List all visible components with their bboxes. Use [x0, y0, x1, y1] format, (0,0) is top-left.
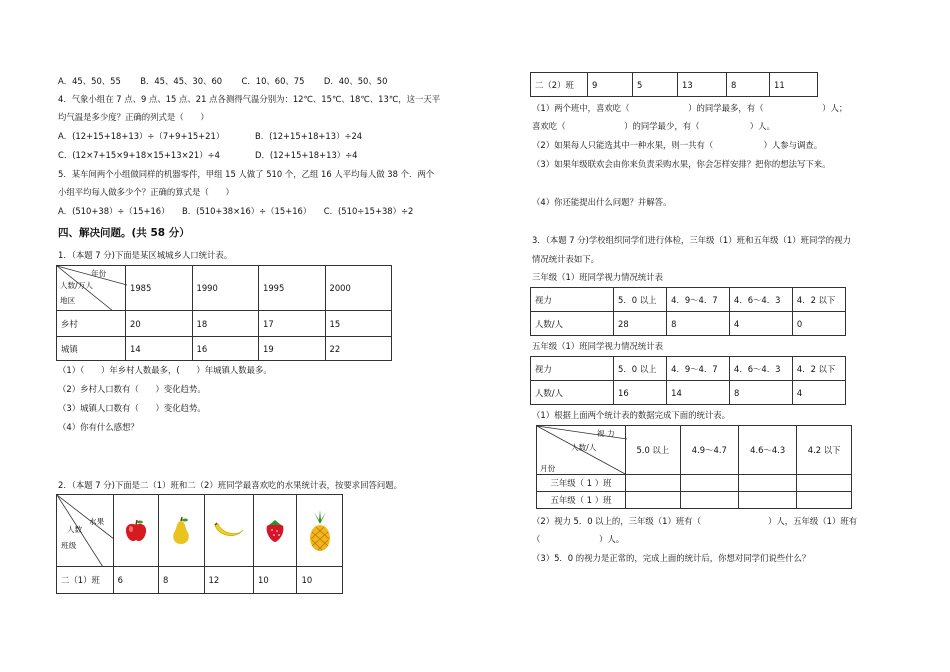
problem3-intro-line1: 3．（本题 7 分)学校组织同学们进行体检，三年级（1）班和五年级（1）班同学的视力 — [532, 235, 851, 245]
table-header: 5.0 以上 — [626, 426, 681, 475]
table-cell: 19 — [259, 337, 326, 361]
q5-options: A．(510+38）÷（15+16） B．(510+38×16）÷（15+16） C．(510÷15+38）÷2 — [58, 206, 414, 216]
table-row — [531, 288, 846, 312]
table-cell: 9 — [588, 73, 633, 97]
fruit-table — [56, 494, 343, 594]
q4-stem-line2: 均气温是多少度？正确的列式是（ ） — [58, 112, 209, 122]
answer-cell[interactable] — [626, 475, 681, 492]
diagonal-lines — [57, 495, 114, 567]
table-header: 4．6～4．3 — [729, 288, 792, 312]
table-cell: 14 — [667, 381, 730, 405]
row-label: 二（2）班 — [531, 73, 588, 97]
problem3-intro-line2: 情况统计表如下。 — [532, 254, 599, 264]
table-cell: 16 — [192, 337, 259, 361]
diag-label-region: 地区 — [60, 296, 76, 305]
strawberry-icon — [265, 519, 285, 543]
fruit-header-cell — [297, 495, 343, 567]
table-header: 4．2 以下 — [792, 357, 845, 381]
table-cell: 4 — [792, 381, 845, 405]
q3-options: A．45、50、55 B．45、45、30、60 C．10、60、75 D．40、50、50 — [58, 76, 388, 86]
row-label: 三年级（ 1 ）班 — [537, 475, 626, 492]
table-header: 4．9～4．7 — [667, 357, 730, 381]
grade3-vision-table — [530, 287, 846, 336]
table-row — [57, 567, 343, 594]
table-header: 4.6～4.3 — [738, 426, 796, 475]
problem1-q1: （1）（ ）年乡村人数最多，( ）年城镇人数最多。 — [58, 365, 272, 375]
grade5-vision-table — [530, 356, 846, 405]
diag-label-fruit: 水果 — [89, 517, 105, 526]
table-header: 5．0 以上 — [614, 288, 667, 312]
table-header: 4．2 以下 — [792, 288, 845, 312]
table-cell: 13 — [678, 73, 727, 97]
table-row — [537, 475, 852, 492]
q4-option-c: C．(12×7+15×9+18×15+13×21）÷4 — [58, 150, 220, 160]
diag-label-month: 月份 — [540, 464, 556, 473]
table-header: 4.2 以下 — [797, 426, 852, 475]
q4-stem-line1: 4．气象小组在 7 点、9 点、15 点、21 点各测得气温分别为：12℃、15℃、18℃、13℃，这一天平 — [58, 94, 441, 104]
table-row — [57, 337, 392, 361]
problem3-q1: （1）根据上面两个统计表的数据完成下面的统计表。 — [532, 410, 730, 420]
table-row — [531, 357, 846, 381]
answer-cell[interactable] — [738, 492, 796, 509]
table-cell: 18 — [192, 311, 259, 337]
fruit-header-cell — [254, 495, 297, 567]
q4-option-a: A．(12+15+18+13）÷（7+9+15+21） — [58, 131, 225, 141]
problem2-q1-line2: 喜欢吃（ ）的同学最少，有（ ）人。 — [532, 121, 775, 131]
problem2-q4: （4）你还能提出什么问题？并解答。 — [532, 197, 672, 207]
diag-label-people: 人数/人 — [571, 443, 597, 452]
population-table-header-diagonal — [57, 266, 126, 311]
table-cell: 28 — [614, 312, 667, 336]
table-cell: 5 — [633, 73, 678, 97]
row-label: 人数/人 — [531, 381, 614, 405]
q4-option-d: D．(12+15+18+13）÷4 — [255, 150, 358, 160]
table-cell: 8 — [667, 312, 730, 336]
problem1-intro: 1．（本题 7 分)下面是某区城城乡人口统计表。 — [58, 250, 233, 260]
grade3-table-title: 三年级（1）班同学视力情况统计表 — [532, 272, 663, 282]
fruit-header-cell — [159, 495, 204, 567]
q5-stem-line1: 5．某车间两个小组做同样的机器零件，甲组 15 人做了 510 个，乙组 16 人平均每人做 38 个．两个 — [58, 169, 435, 179]
problem3-q3: （3）5．0 的视力是正常的，完成上面的统计后，你想对同学们说些什么？ — [532, 553, 811, 563]
diag-label-year: 年份 — [91, 269, 107, 278]
problem1-q4: （4）你有什么感想？ — [58, 422, 139, 432]
table-cell: 16 — [614, 381, 667, 405]
answer-cell[interactable] — [680, 475, 738, 492]
problem1-q3: （3）城镇人口数有（ ）变化趋势。 — [58, 403, 206, 413]
answer-cell[interactable] — [797, 492, 852, 509]
table-header: 视力 — [531, 357, 614, 381]
problem2-q3: （3）如果年级联欢会由你来负责采购水果，你会怎样安排？把你的想法写下来。 — [532, 159, 831, 169]
grade5-table-title: 五年级（1）班同学视力情况统计表 — [532, 341, 663, 351]
problem2-q2: （2）如果每人只能选其中一种水果，则一共有（ ）人参与调查。 — [532, 140, 823, 150]
table-cell: 11 — [770, 73, 818, 97]
problem3-q2-line2: （ ）人。 — [532, 534, 625, 544]
table-cell: 14 — [126, 337, 193, 361]
answer-cell[interactable] — [626, 492, 681, 509]
table-cell: 15 — [325, 311, 392, 337]
apple-icon — [125, 519, 147, 543]
table-cell: 8 — [729, 381, 792, 405]
pear-icon — [170, 517, 192, 545]
table-row — [531, 73, 818, 97]
table-header: 4．9～4．7 — [667, 288, 730, 312]
combined-vision-table — [536, 425, 852, 509]
diag-label-class: 班级 — [61, 541, 77, 550]
table-cell: 8 — [727, 73, 770, 97]
row-label: 乡村 — [57, 311, 126, 337]
row-label: 人数/人 — [531, 312, 614, 336]
row-label: 二（1）班 — [57, 567, 114, 594]
year-header: 2000 — [325, 266, 392, 311]
diag-label-people: 人数 — [67, 525, 83, 534]
table-cell: 12 — [204, 567, 254, 594]
banana-icon — [214, 522, 244, 540]
table-row — [531, 381, 846, 405]
fruit-table-header-diagonal — [57, 495, 114, 567]
diag-label-vision: 视 力 — [597, 429, 615, 438]
table-header: 视力 — [531, 288, 614, 312]
table-header: 4．6～4．3 — [729, 357, 792, 381]
problem1-q2: （2）乡村人口数有（ ）变化趋势。 — [58, 384, 206, 394]
table-header: 5．0 以上 — [614, 357, 667, 381]
table-row — [531, 312, 846, 336]
problem3-q2-line1: （2）视力 5．0 以上的，三年级（1）班有（ ）人，五年级（1）班有 — [532, 516, 858, 526]
year-header: 1995 — [259, 266, 326, 311]
table-cell: 22 — [325, 337, 392, 361]
table-cell: 10 — [297, 567, 343, 594]
answer-cell[interactable] — [797, 475, 852, 492]
row-label: 五年级（ 1 ）班 — [537, 492, 626, 509]
row-label: 城镇 — [57, 337, 126, 361]
q4-option-b: B．(12+15+18+13）÷24 — [255, 131, 363, 141]
table-cell: 17 — [259, 311, 326, 337]
fruit-table-continued — [530, 72, 818, 97]
table-header: 4.9～4.7 — [680, 426, 738, 475]
table-cell: 0 — [792, 312, 845, 336]
table-cell: 10 — [254, 567, 297, 594]
pineapple-icon — [308, 510, 332, 552]
table-row — [537, 492, 852, 509]
q5-stem-line2: 小组平均每人做多少个？正确的算式是（ ） — [58, 187, 234, 197]
fruit-header-cell — [113, 495, 158, 567]
year-header: 1985 — [126, 266, 193, 311]
table-row — [57, 311, 392, 337]
table-cell: 8 — [159, 567, 204, 594]
population-table — [56, 265, 392, 361]
year-header: 1990 — [192, 266, 259, 311]
section-title: 四、解决问题。(共 58 分） — [58, 227, 190, 239]
table-cell: 20 — [126, 311, 193, 337]
problem2-q1-line1: （1）两个班中，喜欢吃（ ）的同学最多，有（ ）人； — [532, 103, 848, 113]
table-cell: 4 — [729, 312, 792, 336]
table-cell: 6 — [113, 567, 158, 594]
combined-table-header-diagonal — [537, 426, 626, 475]
problem2-intro: 2．（本题 7 分)下面是二（1）班和二（2）班同学最喜欢吃的水果统计表，按要求回答问题。 — [58, 480, 402, 490]
answer-cell[interactable] — [738, 475, 796, 492]
fruit-header-cell — [204, 495, 254, 567]
diag-label-people: 人数/万人 — [60, 281, 93, 290]
answer-cell[interactable] — [680, 492, 738, 509]
